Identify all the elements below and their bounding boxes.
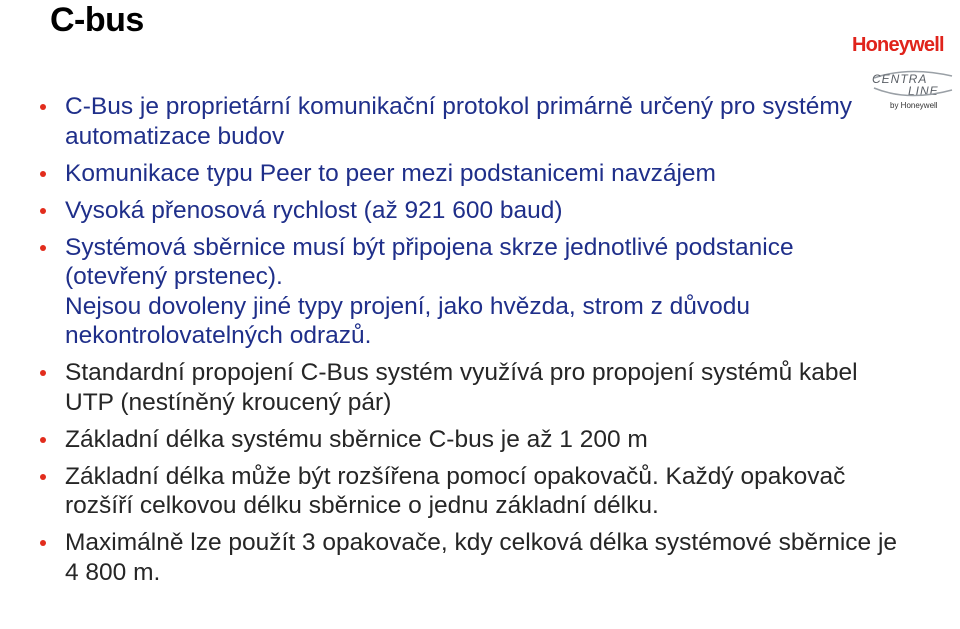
honeywell-logo: Honeywell xyxy=(852,34,944,56)
bullet-marker xyxy=(40,370,46,376)
list-item xyxy=(40,358,900,417)
bullet-subtext: Nejsou dovoleny jiné typy projení, jako hvězda, strom z důvodu nekontrolovatelných odrazů. xyxy=(65,292,751,349)
bullet-text: Základní délka systému sběrnice C-bus je až 1 200 m xyxy=(65,425,648,453)
list-item xyxy=(40,159,900,189)
bullet-text: Systémová sběrnice musí být připojena skrze jednotlivé podstanice (otevřený prstenec). xyxy=(65,233,794,290)
bullet-marker xyxy=(40,245,46,251)
slide-title: C-bus xyxy=(50,1,144,39)
list-item xyxy=(40,462,900,521)
bullet-text: Standardní propojení C-Bus systém využívá pro propojení systémů kabel UTP (nestíněný kroucený pár) xyxy=(65,359,858,416)
svg-text:CENTRA: CENTRA xyxy=(872,72,928,86)
list-item xyxy=(40,425,900,455)
svg-text:LINE: LINE xyxy=(908,84,939,98)
bullet-marker xyxy=(40,540,46,546)
list-item xyxy=(40,233,900,351)
bullet-marker xyxy=(40,104,46,110)
list-item xyxy=(40,196,900,226)
bullet-marker xyxy=(40,437,46,443)
bullet-text: Základní délka může být rozšířena pomocí opakovačů. Každý opakovač rozšíří celkovou délku sběrnice o jednu základní délku. xyxy=(65,462,846,519)
bullet-marker xyxy=(40,171,46,177)
bullet-text: Vysoká přenosová rychlost (až 921 600 baud) xyxy=(65,196,563,224)
bullet-marker xyxy=(40,474,46,480)
bullet-list xyxy=(40,92,900,595)
list-item xyxy=(40,528,900,587)
bullet-text: Komunikace typu Peer to peer mezi podstanicemi navzájem xyxy=(65,159,716,187)
bullet-text: Maximálně lze použít 3 opakovače, kdy celková délka systémové sběrnice je 4 800 m. xyxy=(65,529,898,586)
list-item xyxy=(40,92,900,151)
svg-text:by Honeywell: by Honeywell xyxy=(890,101,938,110)
bullet-text: C-Bus je proprietární komunikační protokol primárně určený pro systémy automatizace budov xyxy=(65,93,853,150)
bullet-marker xyxy=(40,208,46,214)
